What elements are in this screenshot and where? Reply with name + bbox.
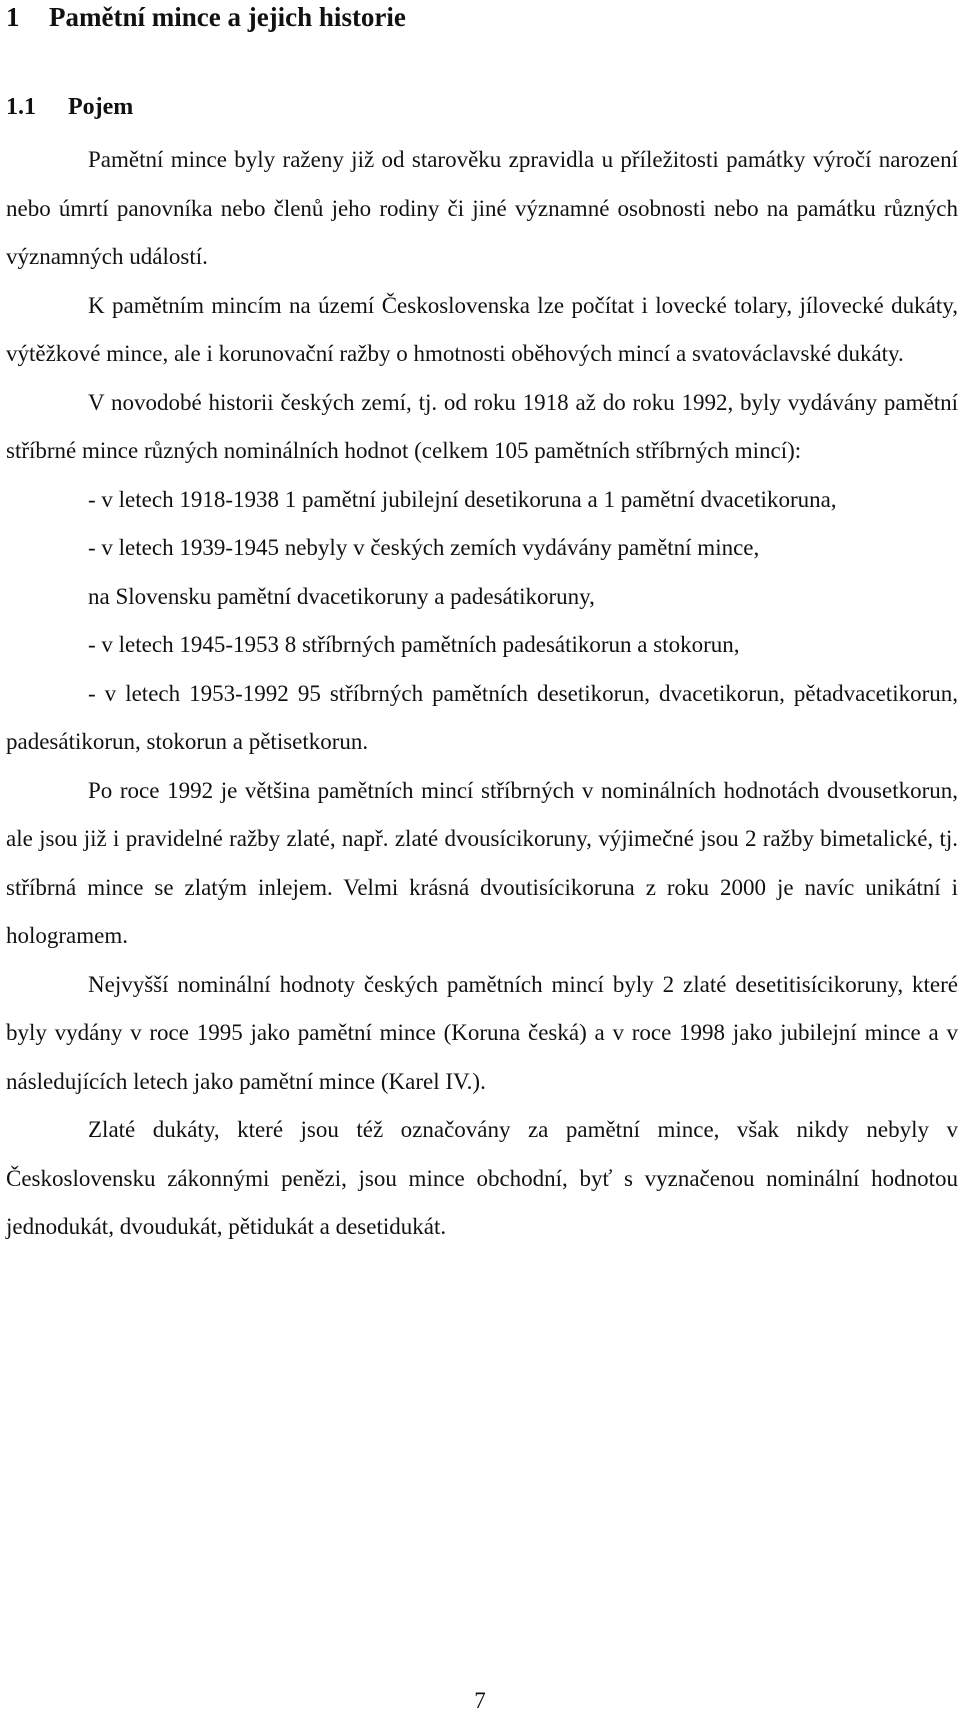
chapter-number: 1 [6, 2, 20, 32]
chapter-heading [6, 2, 406, 33]
chapter-title: Pamětní mince a jejich historie [49, 2, 406, 32]
paragraph: V novodobé historii českých zemí, tj. od roku 1918 až do roku 1992, byly vydávány pamětní stříbrné mince různých nominálních hodnot (celkem 105 pamětních stříbrných mincí): [6, 389, 958, 463]
paragraph: Po roce 1992 je většina pamětních mincí stříbrných v nominálních hodnotách dvousetkorun, ale jsou již i pravidelné ražby zlaté, např. zlaté dvousícikoruny, výjimečné jsou 2 ražby bimetalické, tj. stříbrná mince se zlatým inlejem. Velmi krásná dvoutisícikoruna z roku 2000 je navíc unikátní i hologramem. [6, 777, 958, 948]
paragraph: Pamětní mince byly raženy již od starověku zpravidla u příležitosti památky výročí narození nebo úmrtí panovníka nebo členů jeho rodiny či jiné významné osobnosti nebo na památku různých významných událostí. [6, 147, 958, 269]
list-item: - v letech 1945-1953 8 stříbrných pamětních padesátikorun a stokorun, [88, 632, 740, 657]
list-item: - v letech 1918-1938 1 pamětní jubilejní desetikoruna a 1 pamětní dvacetikoruna, [88, 486, 837, 512]
page-number: 7 [474, 1688, 486, 1713]
list-item: - v letech 1953-1992 95 stříbrných pamětních desetikorun, dvacetikorun, pětadvacetikorun, padesátikorun, stokorun a pětisetkorun. [6, 680, 958, 754]
paragraph: Nejvyšší nominální hodnoty českých pamětních mincí byly 2 zlaté desetitisícikoruny, které byly vydány v roce 1995 jako pamětní mince (Koruna česká) a v roce 1998 jako jubilejní mince a v následujících letech jako pamětní mince (Karel IV.). [6, 971, 958, 1094]
section-number: 1.1 [6, 94, 36, 120]
list-item-continuation: na Slovensku pamětní dvacetikoruny a padesátikoruny, [88, 583, 595, 609]
section-heading [6, 94, 133, 121]
paragraph: Zlaté dukáty, které jsou též označovány za pamětní mince, však nikdy nebyly v Československu zákonnými penězi, jsou mince obchodní, byť s vyznačenou nominální hodnotou jednodukát, dvoudukát, pětidukát a desetidukát. [6, 1117, 958, 1239]
section-title: Pojem [68, 94, 134, 120]
body-text [6, 136, 958, 1252]
list-item: - v letech 1939-1945 nebyly v českých zemích vydávány pamětní mince, [88, 535, 760, 560]
paragraph: K pamětním mincím na území Československa lze počítat i lovecké tolary, jílovecké dukáty, výtěžkové mince, ale i korunovační ražby o hmotnosti oběhových mincí a svatováclavské dukáty. [6, 292, 958, 366]
